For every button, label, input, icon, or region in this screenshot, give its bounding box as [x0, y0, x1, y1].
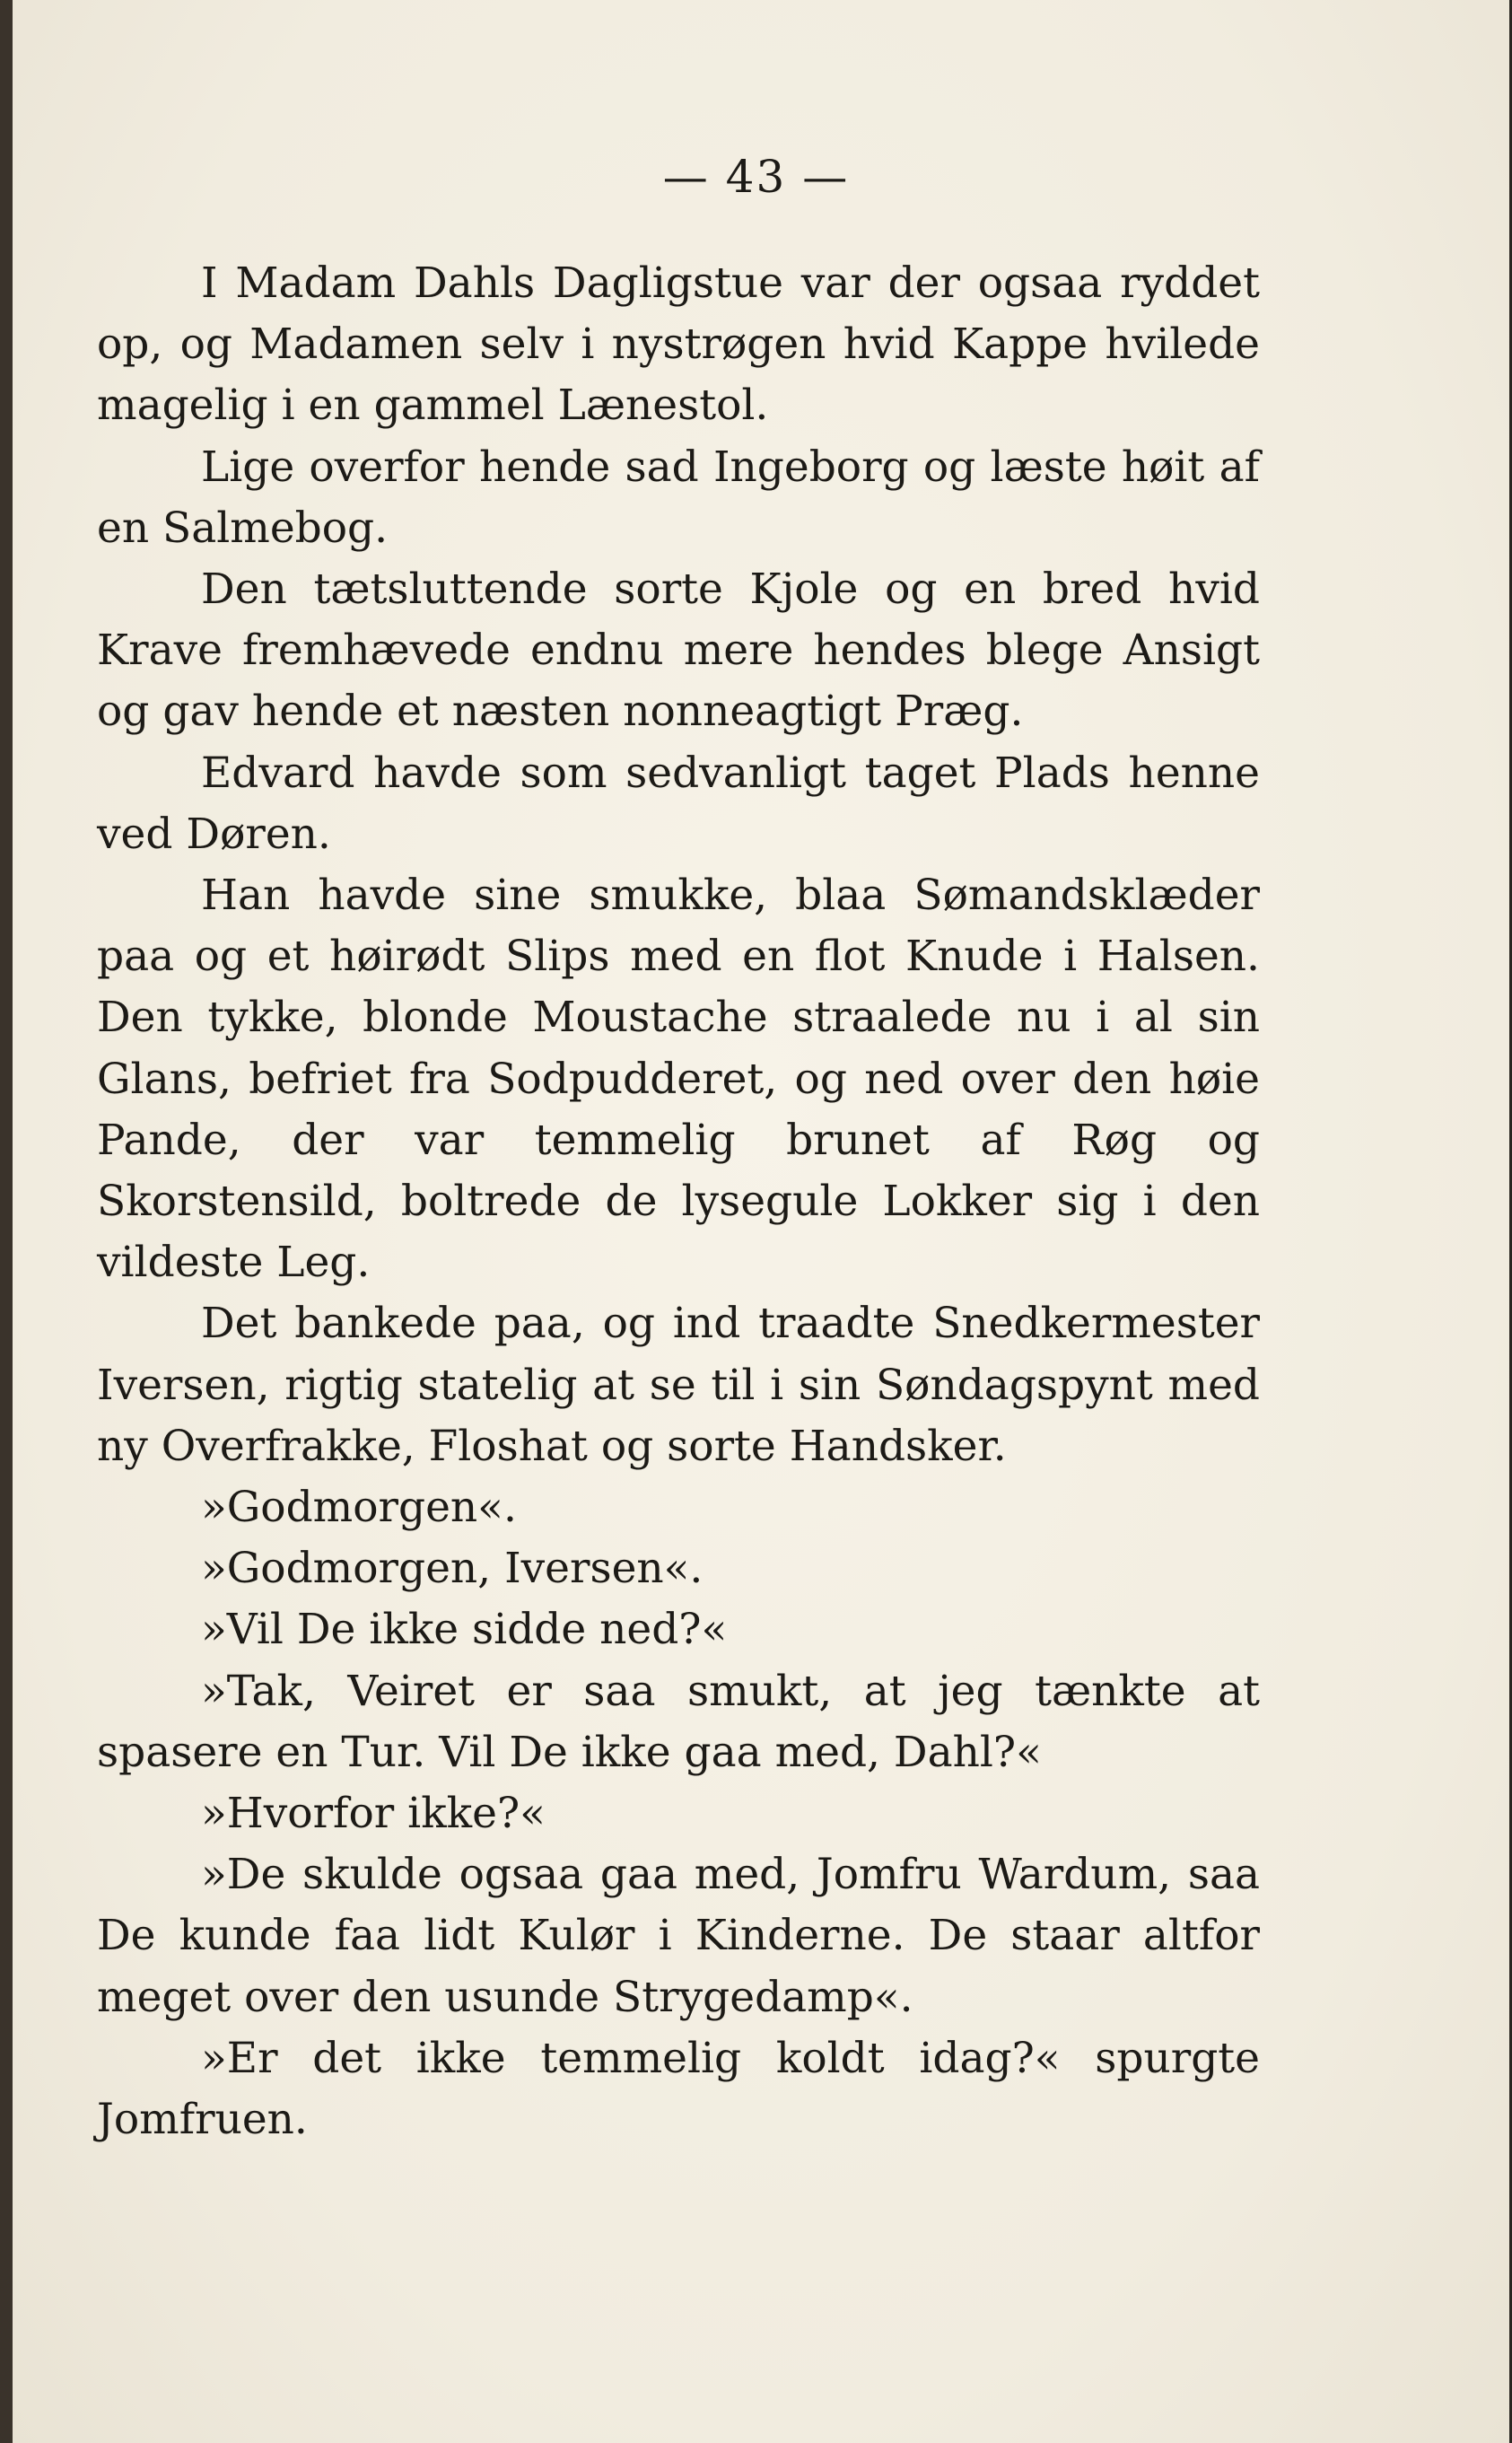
- paragraph: Det bankede paa, og ind traadte Snedkermester Iversen, rigtig statelig at se til i sin Søndagspynt med ny Overfrakke, Floshat og sorte Handsker.: [97, 1299, 1260, 1471]
- paragraph: Han havde sine smukke, blaa Sømandsklæder paa og et høirødt Slips med en flot Knude i Halsen. Den tykke, blonde Moustache straalede nu i al sin Glans, befriet fra Sodpudderet, og ned over den høie Pande, der var temmelig brunet af Røg og Skorstensild, boltrede de lysegule Lokker sig i den vildeste Leg.: [97, 871, 1260, 1288]
- paragraph: »De skulde ogsaa gaa med, Jomfru Wardum, saa De kunde faa lidt Kulør i Kinderne. De staar altfor meget over den usunde Strygedamp«.: [97, 1850, 1260, 2022]
- paragraph: Edvard havde som sedvanligt taget Plads henne ved Døren.: [97, 748, 1260, 859]
- paragraph: »Tak, Veiret er saa smukt, at jeg tænkte at spasere en Tur. Vil De ikke gaa med, Dahl?«: [97, 1666, 1260, 1777]
- page-number: — 43 —: [662, 151, 850, 203]
- paragraph: »Vil De ikke sidde ned?«: [201, 1605, 728, 1655]
- book-binding-edge: [0, 0, 13, 2443]
- paragraph: »Hvorfor ikke?«: [201, 1789, 546, 1839]
- paragraph: I Madam Dahls Dagligstue var der ogsaa ryddet op, og Madamen selv i nystrøgen hvid Kappe hvilede magelig i en gammel Lænestol.: [97, 258, 1260, 431]
- body-text: [97, 253, 1260, 2150]
- paragraph: »Er det ikke temmelig koldt idag?« spurgte Jomfruen.: [97, 2033, 1260, 2145]
- paragraph: Den tætsluttende sorte Kjole og en bred hvid Krave fremhævede endnu mere hendes blege Ansigt og gav hende et næsten nonneagtigt Præg.: [97, 565, 1260, 737]
- paragraph: »Godmorgen, Iversen«.: [201, 1544, 704, 1594]
- paragraph: Lige overfor hende sad Ingeborg og læste høit af en Salmebog.: [97, 442, 1260, 553]
- paragraph: »Godmorgen«.: [201, 1483, 517, 1533]
